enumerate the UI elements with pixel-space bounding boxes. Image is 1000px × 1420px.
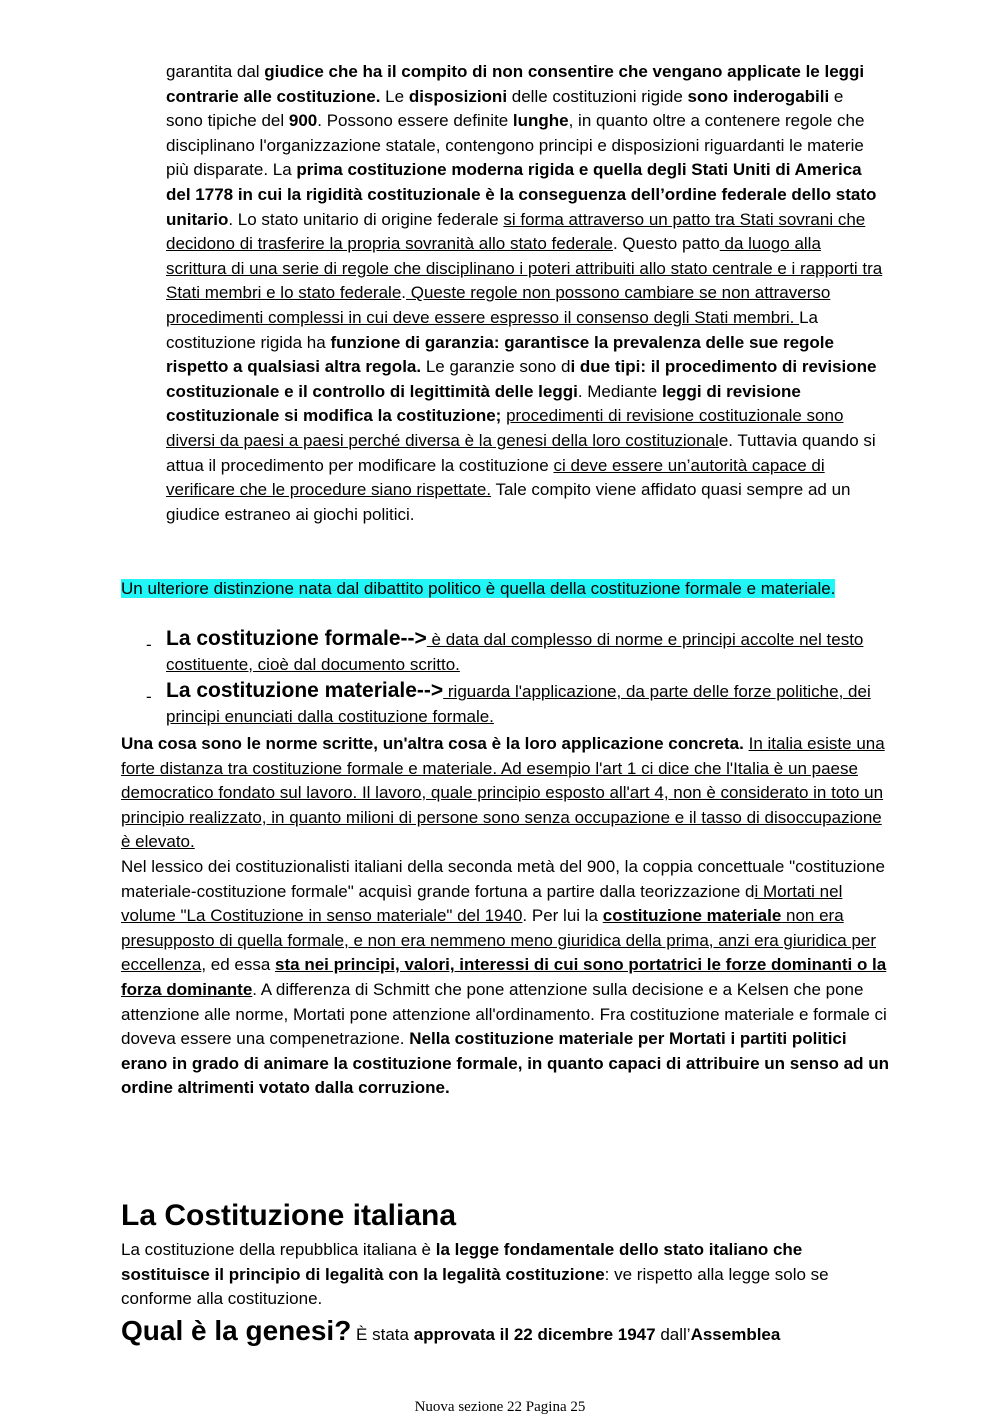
page-footer: Nuova sezione 22 Pagina 25 [414,1399,586,1415]
highlighted-paragraph [121,577,891,602]
bold-text-run: leggi di revisione costituzionale si modifica la costituzione; [166,381,801,426]
bold-text-run: disposizioni [408,86,508,106]
bold-text-run: approvata il 22 dicembre 1947 [413,1325,656,1344]
list-item [121,679,891,729]
list-term: La costituzione formale--> [166,627,427,650]
underlined-text-run: In italia esiste una forte distanza tra costituzione formale e materiale. Ad esempio l'art 1 ci dice che l'Italia è un paese democratico fondato sul lavoro. Il lavoro, quale principio esposto all'art 4, non è considerato in toto un principio realizzato, in quanto milioni di persone sono senza occupazione e il tasso di disoccupazione è elevato. [121,734,885,852]
bold-text-run: lunghe [512,111,569,131]
list-definition: è data dal complesso di norme e principi accolte nel testo costituente, cioè dal documento scritto. [166,630,864,674]
underlined-text-run: da luogo alla scrittura di una serie di regole che disciplinano i poteri attribuiti allo stato centrale e i rapporti tra Stati membri e lo stato federale [166,234,883,303]
body-paragraph-mortati: Una cosa sono le norme scritte, un'altra cosa è la loro applicazione concreta. In italia esiste una forte distanza tra costituzione formale e materiale. Ad esempio l'art 1 ci dice che l'Italia è un paese democratico fondato sul lavoro. Il lavoro, quale principio esposto all'art 4, non è considerato in toto un principio realizzato, in quanto milioni di persone sono senza occupazione e il tasso di disoccupazione è elevato. Nel lessico dei costituzionalisti italiani della seconda metà del 900, la coppia concettuale "costituzione materiale-costituzione formale" acquisì grande fortuna a partire dalla teorizzazione di Mortati nel volume "La Costituzione in senso materiale" del 1940. Per lui la costituzione materiale non era presupposto di quella formale, e non era nemmeno meno giuridica della prima, anzi era giuridica per eccellenza, ed essa sta nei principi, valori, interessi di cui sono portatrici le forze dominanti o la forza dominante. A differenza di Schmitt che pone attenzione sulla decisione e a Kelsen che pone attenzione alle norme, Mortati pone attenzione all'ordinamento. Fra costituzione materiale e formale ci doveva essere una compenetrazione. Nella costituzione materiale per Mortati i partiti politici erano in grado di animare la costituzione formale, in quanto capaci di attribuire un senso ad un ordine altrimenti votato dalla corruzione. [121,734,889,1098]
indented-paragraph: garantita dal giudice che ha il compito di non consentire che vengano applicate le leggi contrarie alle costituzione. Le disposizioni delle costituzioni rigide sono inderogabili e sono tipiche del 900. Possono essere definite lunghe, in quanto oltre a contenere regole che disciplinano l'organizzazione statale, contengono principi e disposizioni riguardanti le materie più disparate. La prima costituzione moderna rigida e quella degli Stati Uniti di America del 1778 in cui la rigidità costituzionale è la conseguenza dell’ordine federale dello stato unitario. Lo stato unitario di origine federale si forma attraverso un patto tra Stati sovrani che decidono di trasferire la propria sovranità allo stato federale. Questo patto da luogo alla scrittura di una serie di regole che disciplinano i poteri attribuiti allo stato centrale e i rapporti tra Stati membri e lo stato federale. Queste regole non possono cambiare se non attraverso procedimenti complessi in cui deve essere espresso il consenso degli Stati membri. La costituzione rigida ha funzione di garanzia: garantisce la prevalenza delle sue regole rispetto a qualsiasi altra regola. Le garanzie sono di due tipi: il procedimento di revisione costituzionale e il controllo di legittimità delle leggi. Mediante leggi di revisione costituzionale si modifica la costituzione; procedimenti di revisione costituzionale sono diversi da paesi a paesi perché diversa è la genesi della loro costituzionale. Tuttavia quando si attua il procedimento per modificare la costituzione ci deve essere un’autorità capace di verificare che le procedure siano rispettate. Tale compito viene affidato quasi sempre ad un giudice estraneo ai giochi politici. [166,62,883,524]
bold-text-run: giudice che ha il compito di non consentire che vengano applicate le leggi contrarie alle costituzione. [166,62,865,106]
underlined-text-run: procedimenti di revisione costituzionale sono diversi da paesi a paesi perché diversa è la genesi della loro costituzional [166,406,844,450]
underlined-text-run: si forma attraverso un patto tra Stati sovrani che decidono di trasferire la propria sovranità allo stato federale [166,209,866,254]
genesi-text: È stata approvata il 22 dicembre 1947 dall’Assemblea [351,1325,781,1344]
bold-text-run: costituzione materiale [602,906,782,926]
bold-text-run: Nella costituzione materiale per Mortati i partiti politici erano in grado di animare la costituzione formale, in quanto capaci di attribuire un senso ad un ordine altrimenti votato dalla corruzione. [121,1029,889,1098]
list-item [121,627,891,677]
body-paragraph-costituzione: La costituzione della repubblica italiana è la legge fondamentale dello stato italiano che sostituisce il principio di legalità con la legalità costituzione: ve rispetto alla legge solo se conforme alla costituzione. [121,1240,829,1309]
list-term: La costituzione materiale--> [166,679,444,703]
list-definition: riguarda l'applicazione, da parte delle forze politiche, dei principi enunciati dalla costituzione formale. [166,682,871,726]
highlighted-text: Un ulteriore distinzione nata dal dibattito politico è quella della costituzione formale e materiale. [121,579,836,598]
bold-text-run: i due tipi: il procedimento di revisione costituzionale e il controllo di legittimità delle leggi [166,357,877,401]
genesi-paragraph [121,1314,891,1352]
genesi-question: Qual è la genesi? [121,1315,352,1346]
bold-text-run: prima costituzione moderna rigida e quella degli Stati Uniti di America del 1778 in cui la rigidità costituzionale è la conseguenza dell’ordine federale dello stato unitario [166,160,877,229]
bold-text-run: Una cosa sono le norme scritte, un'altra cosa è la loro applicazione concreta. [121,734,744,753]
section-heading: La Costituzione italiana [121,1199,457,1232]
bold-text-run: la legge fondamentale dello stato italiano che sostituisce il principio di legalità con la legalità costituzione [121,1240,803,1284]
bold-text-run: 900 [288,111,318,131]
underlined-text-run: Queste regole non possono cambiare se non attraverso procedimenti complessi in cui deve essere espresso il consenso degli Stati membri. [166,283,831,327]
bold-text-run: Assemblea [690,1325,781,1344]
underlined-text-run: ci deve essere un’autorità capace di verificare che le procedure siano rispettate. [166,455,825,500]
bold-text-run: funzione di garanzia: garantisce la prevalenza delle sue regole rispetto a qualsiasi altra regola. [166,332,834,377]
underlined-text-run: non era presupposto di quella formale, e non era nemmeno meno giuridica della prima, anzi era giuridica per eccellenza [121,906,877,975]
list-bullet: - [146,635,152,654]
list-bullet: - [146,687,152,707]
bold-text-run: sono inderogabili [687,86,830,106]
bold-text-run: sta nei principi, valori, interessi di cui sono portatrici le forze dominanti o la forza dominante [121,955,887,999]
underlined-text-run: i Mortati nel volume "La Costituzione in senso materiale" del 1940 [121,881,843,926]
definition-list [121,627,891,731]
